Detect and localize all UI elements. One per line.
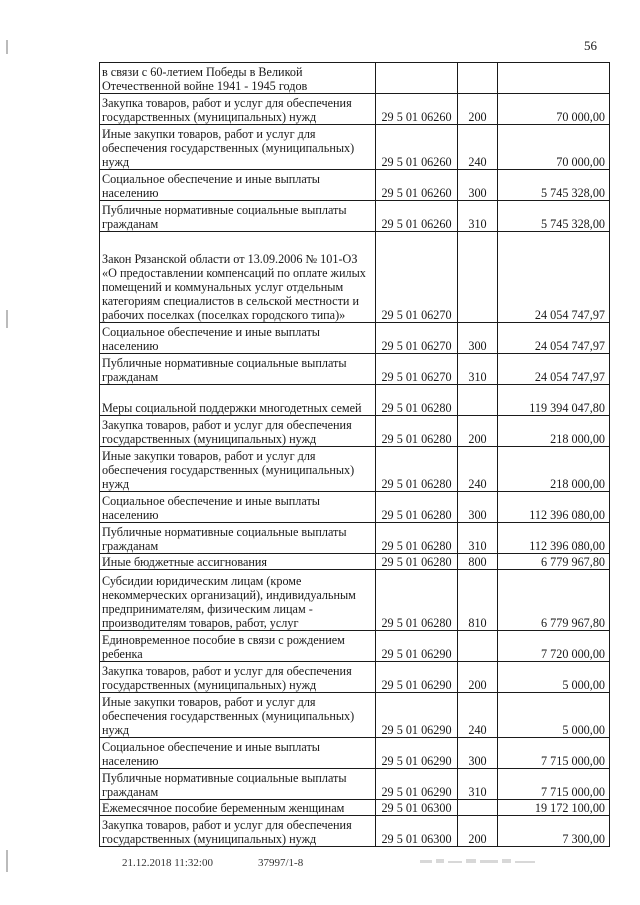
row-code-cell: 29 5 01 06300 xyxy=(376,800,458,816)
row-code-cell: 29 5 01 06260 xyxy=(376,125,458,170)
table-row xyxy=(100,63,610,94)
row-name-cell: Публичные нормативные социальные выплаты гражданам xyxy=(100,523,376,554)
row-name-cell: Социальное обеспечение и иные выплаты населению xyxy=(100,492,376,523)
row-code-cell: 29 5 01 06290 xyxy=(376,769,458,800)
scan-edge-mark xyxy=(6,40,8,54)
table-row xyxy=(100,323,610,354)
row-sum-cell: 6 779 967,80 xyxy=(498,554,610,570)
row-type-cell xyxy=(458,631,498,662)
row-type-cell xyxy=(458,800,498,816)
row-code-cell xyxy=(376,63,458,94)
row-name-cell: Меры социальной поддержки многодетных семей xyxy=(100,385,376,416)
faded-stamp-mark xyxy=(420,856,540,868)
row-name-cell: Иные закупки товаров, работ и услуг для обеспечения государственных (муниципальных) нужд xyxy=(100,125,376,170)
row-code-cell: 29 5 01 06260 xyxy=(376,201,458,232)
table-row xyxy=(100,170,610,201)
table-row xyxy=(100,738,610,769)
row-code-cell: 29 5 01 06290 xyxy=(376,738,458,769)
row-name-cell: Закупка товаров, работ и услуг для обеспечения государственных (муниципальных) нужд xyxy=(100,94,376,125)
row-sum-cell: 5 745 328,00 xyxy=(498,170,610,201)
row-code-cell: 29 5 01 06280 xyxy=(376,523,458,554)
row-code-cell: 29 5 01 06290 xyxy=(376,631,458,662)
row-sum-cell: 24 054 747,97 xyxy=(498,354,610,385)
row-type-cell: 310 xyxy=(458,354,498,385)
table-row xyxy=(100,769,610,800)
scan-edge-mark xyxy=(6,850,8,872)
row-sum-cell: 70 000,00 xyxy=(498,125,610,170)
row-sum-cell xyxy=(498,63,610,94)
footer-date: 21.12.2018 11:32:00 xyxy=(122,857,213,869)
scan-edge-mark xyxy=(6,310,8,328)
row-type-cell: 310 xyxy=(458,201,498,232)
table-row xyxy=(100,492,610,523)
row-sum-cell: 112 396 080,00 xyxy=(498,492,610,523)
row-sum-cell: 5 000,00 xyxy=(498,662,610,693)
budget-table-body xyxy=(100,63,610,847)
table-row xyxy=(100,354,610,385)
table-row xyxy=(100,125,610,170)
row-type-cell xyxy=(458,63,498,94)
row-sum-cell: 218 000,00 xyxy=(498,416,610,447)
table-row xyxy=(100,447,610,492)
row-type-cell: 310 xyxy=(458,769,498,800)
row-name-cell: Публичные нормативные социальные выплаты гражданам xyxy=(100,354,376,385)
row-code-cell: 29 5 01 06280 xyxy=(376,570,458,631)
table-row xyxy=(100,232,610,323)
row-name-cell: Социальное обеспечение и иные выплаты населению xyxy=(100,323,376,354)
row-sum-cell: 19 172 100,00 xyxy=(498,800,610,816)
row-sum-cell: 5 745 328,00 xyxy=(498,201,610,232)
row-name-cell: Закон Рязанской области от 13.09.2006 № 101-ОЗ «О предоставлении компенсаций по оплате жилых помещений и коммунальных услуг отдельным категориям специалистов в сельской местности и рабочих поселках (поселках городского типа)» xyxy=(100,232,376,323)
table-row xyxy=(100,662,610,693)
row-name-cell: Социальное обеспечение и иные выплаты населению xyxy=(100,170,376,201)
row-name-cell: Социальное обеспечение и иные выплаты населению xyxy=(100,738,376,769)
row-code-cell: 29 5 01 06270 xyxy=(376,232,458,323)
row-code-cell: 29 5 01 06260 xyxy=(376,170,458,201)
row-code-cell: 29 5 01 06280 xyxy=(376,416,458,447)
row-type-cell: 240 xyxy=(458,125,498,170)
table-row xyxy=(100,631,610,662)
row-sum-cell: 7 715 000,00 xyxy=(498,769,610,800)
row-type-cell: 200 xyxy=(458,416,498,447)
row-name-cell: Закупка товаров, работ и услуг для обеспечения государственных (муниципальных) нужд xyxy=(100,816,376,847)
row-type-cell xyxy=(458,385,498,416)
row-code-cell: 29 5 01 06260 xyxy=(376,94,458,125)
table-row xyxy=(100,693,610,738)
page-number: 56 xyxy=(584,38,597,53)
row-name-cell: в связи с 60-летием Победы в Великой Отечественной войне 1941 - 1945 годов xyxy=(100,63,376,94)
row-code-cell: 29 5 01 06270 xyxy=(376,323,458,354)
table-row xyxy=(100,201,610,232)
table-row xyxy=(100,94,610,125)
row-code-cell: 29 5 01 06280 xyxy=(376,554,458,570)
row-type-cell: 300 xyxy=(458,738,498,769)
row-type-cell: 800 xyxy=(458,554,498,570)
table-row xyxy=(100,416,610,447)
row-type-cell: 240 xyxy=(458,693,498,738)
row-type-cell: 240 xyxy=(458,447,498,492)
row-sum-cell: 7 715 000,00 xyxy=(498,738,610,769)
row-type-cell: 300 xyxy=(458,170,498,201)
table-row xyxy=(100,385,610,416)
row-name-cell: Публичные нормативные социальные выплаты гражданам xyxy=(100,201,376,232)
row-name-cell: Единовременное пособие в связи с рождением ребенка xyxy=(100,631,376,662)
row-name-cell: Закупка товаров, работ и услуг для обеспечения государственных (муниципальных) нужд xyxy=(100,416,376,447)
row-code-cell: 29 5 01 06280 xyxy=(376,492,458,523)
row-code-cell: 29 5 01 06280 xyxy=(376,447,458,492)
row-code-cell: 29 5 01 06300 xyxy=(376,816,458,847)
row-sum-cell: 112 396 080,00 xyxy=(498,523,610,554)
row-type-cell: 200 xyxy=(458,94,498,125)
row-sum-cell: 24 054 747,97 xyxy=(498,232,610,323)
row-name-cell: Субсидии юридическим лицам (кроме некоммерческих организаций), индивидуальным предпринимателям, физическим лицам - производителям товаров, работ, услуг xyxy=(100,570,376,631)
row-type-cell: 200 xyxy=(458,662,498,693)
row-sum-cell: 5 000,00 xyxy=(498,693,610,738)
row-code-cell: 29 5 01 06290 xyxy=(376,662,458,693)
table-row xyxy=(100,523,610,554)
row-name-cell: Иные закупки товаров, работ и услуг для обеспечения государственных (муниципальных) нужд xyxy=(100,447,376,492)
table-row xyxy=(100,800,610,816)
table-row xyxy=(100,554,610,570)
row-name-cell: Иные закупки товаров, работ и услуг для обеспечения государственных (муниципальных) нужд xyxy=(100,693,376,738)
row-code-cell: 29 5 01 06280 xyxy=(376,385,458,416)
row-sum-cell: 70 000,00 xyxy=(498,94,610,125)
row-sum-cell: 6 779 967,80 xyxy=(498,570,610,631)
table-row xyxy=(100,570,610,631)
row-code-cell: 29 5 01 06290 xyxy=(376,693,458,738)
row-sum-cell: 7 720 000,00 xyxy=(498,631,610,662)
row-name-cell: Иные бюджетные ассигнования xyxy=(100,554,376,570)
row-sum-cell: 218 000,00 xyxy=(498,447,610,492)
row-name-cell: Публичные нормативные социальные выплаты гражданам xyxy=(100,769,376,800)
row-name-cell: Закупка товаров, работ и услуг для обеспечения государственных (муниципальных) нужд xyxy=(100,662,376,693)
row-code-cell: 29 5 01 06270 xyxy=(376,354,458,385)
row-sum-cell: 7 300,00 xyxy=(498,816,610,847)
row-type-cell xyxy=(458,232,498,323)
row-type-cell: 810 xyxy=(458,570,498,631)
table-row xyxy=(100,816,610,847)
row-name-cell: Ежемесячное пособие беременным женщинам xyxy=(100,800,376,816)
row-sum-cell: 119 394 047,80 xyxy=(498,385,610,416)
row-type-cell: 300 xyxy=(458,492,498,523)
footer-document-code: 37997/1-8 xyxy=(258,857,304,869)
row-sum-cell: 24 054 747,97 xyxy=(498,323,610,354)
row-type-cell: 310 xyxy=(458,523,498,554)
row-type-cell: 200 xyxy=(458,816,498,847)
budget-table xyxy=(99,62,610,847)
row-type-cell: 300 xyxy=(458,323,498,354)
